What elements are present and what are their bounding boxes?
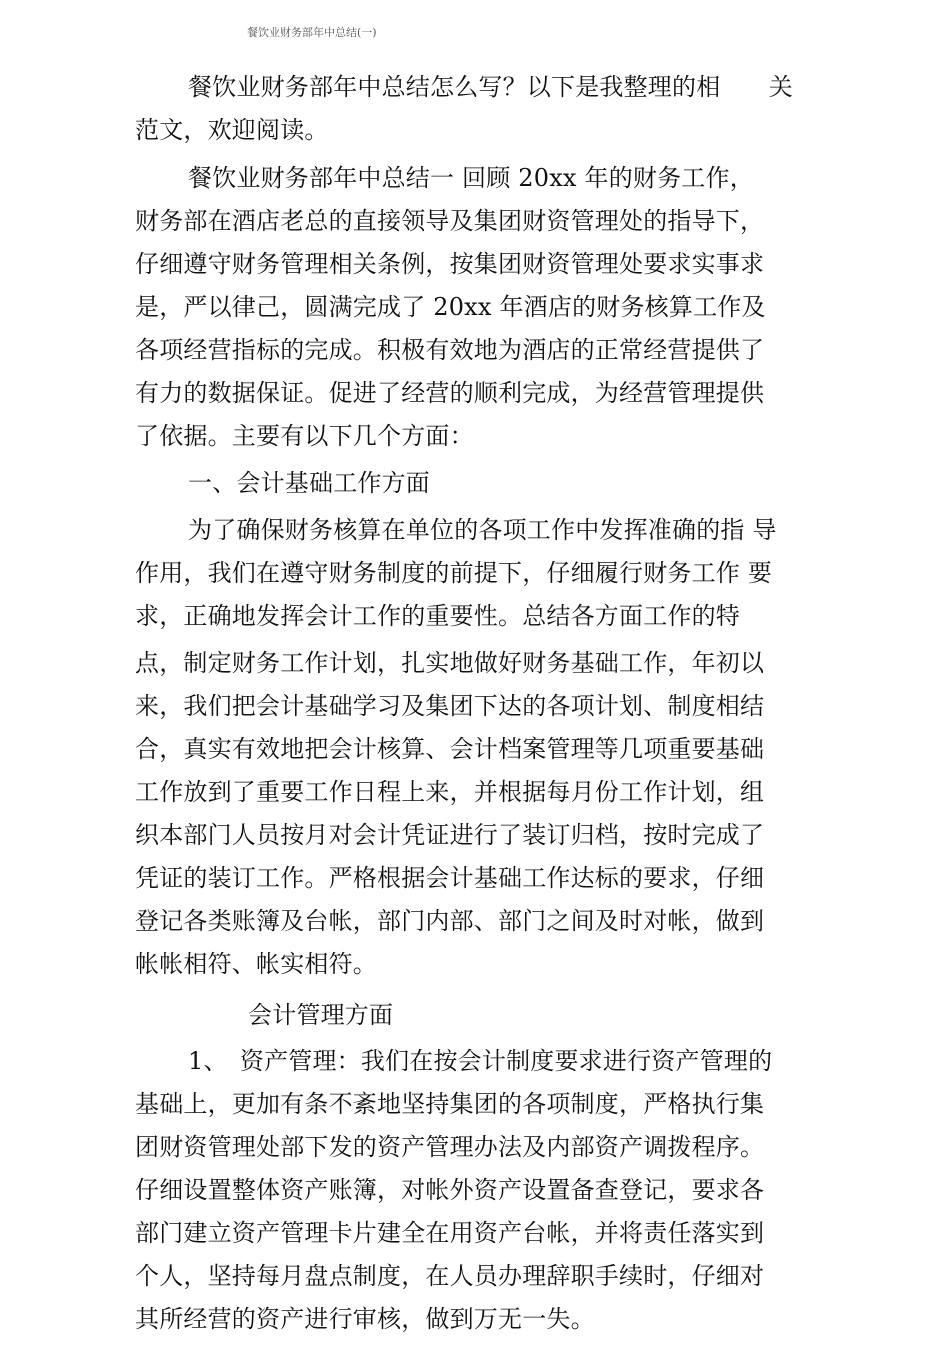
section-heading: 一、会计基础工作方面	[188, 469, 430, 497]
text-line: 基础上，更加有条不紊地坚持集团的各项制度，严格执行集	[135, 1090, 765, 1118]
text-line: 了依据。主要有以下几个方面：	[135, 422, 474, 450]
page-header: 餐饮业财务部年中总结(一)	[247, 26, 377, 39]
text-line: 1、 资产管理：我们在按会计制度要求进行资产管理的	[188, 1047, 773, 1075]
text-line: 个人，坚持每月盘点制度，在人员办理辞职手续时，仔细对	[135, 1262, 765, 1290]
text-line: 餐饮业财务部年中总结怎么写？以下是我整理的相 关	[188, 73, 793, 101]
text-line: 登记各类账簿及台帐，部门内部、部门之间及时对帐，做到	[135, 907, 765, 935]
text-line: 工作放到了重要工作日程上来，并根据每月份工作计划，组	[135, 778, 765, 806]
text-line: 餐饮业财务部年中总结一 回顾 20xx 年的财务工作，	[188, 164, 754, 192]
text-line: 作用，我们在遵守财务制度的前提下，仔细履行财务工作 要	[135, 559, 773, 587]
text-line: 织本部门人员按月对会计凭证进行了装订归档，按时完成了	[135, 821, 765, 849]
text-line: 仔细设置整体资产账簿，对帐外资产设置备查登记，要求各	[135, 1176, 765, 1204]
text-line: 点，制定财务工作计划，扎实地做好财务基础工作，年初以	[135, 649, 765, 677]
text-line: 各项经营指标的完成。积极有效地为酒店的正常经营提供了	[135, 336, 765, 364]
text-line: 范文，欢迎阅读。	[135, 116, 329, 144]
text-line: 来，我们把会计基础学习及集团下达的各项计划、制度相结	[135, 692, 765, 720]
text-line: 团财资管理处部下发的资产管理办法及内部资产调拨程序。	[135, 1133, 765, 1161]
text-line: 财务部在酒店老总的直接领导及集团财资管理处的指导下，	[135, 207, 765, 235]
text-line: 凭证的装订工作。严格根据会计基础工作达标的要求，仔细	[135, 864, 765, 892]
text-line: 有力的数据保证。促进了经营的顺利完成，为经营管理提供	[135, 379, 765, 407]
text-line: 其所经营的资产进行审核，做到万无一失。	[135, 1305, 595, 1333]
text-line: 合，真实有效地把会计核算、会计档案管理等几项重要基础	[135, 735, 765, 763]
text-line: 帐帐相符、帐实相符。	[135, 950, 377, 978]
text-line: 是，严以律己，圆满完成了 20xx 年酒店的财务核算工作及	[135, 293, 766, 321]
text-line: 部门建立资产管理卡片建全在用资产台帐，并将责任落实到	[135, 1219, 765, 1247]
text-line: 为了确保财务核算在单位的各项工作中发挥准确的指 导	[188, 516, 777, 544]
text-line: 仔细遵守财务管理相关条例，按集团财资管理处要求实事求	[135, 250, 765, 278]
text-line: 求，正确地发挥会计工作的重要性。总结各方面工作的特	[135, 602, 740, 630]
section-heading: 会计管理方面	[248, 1001, 394, 1029]
